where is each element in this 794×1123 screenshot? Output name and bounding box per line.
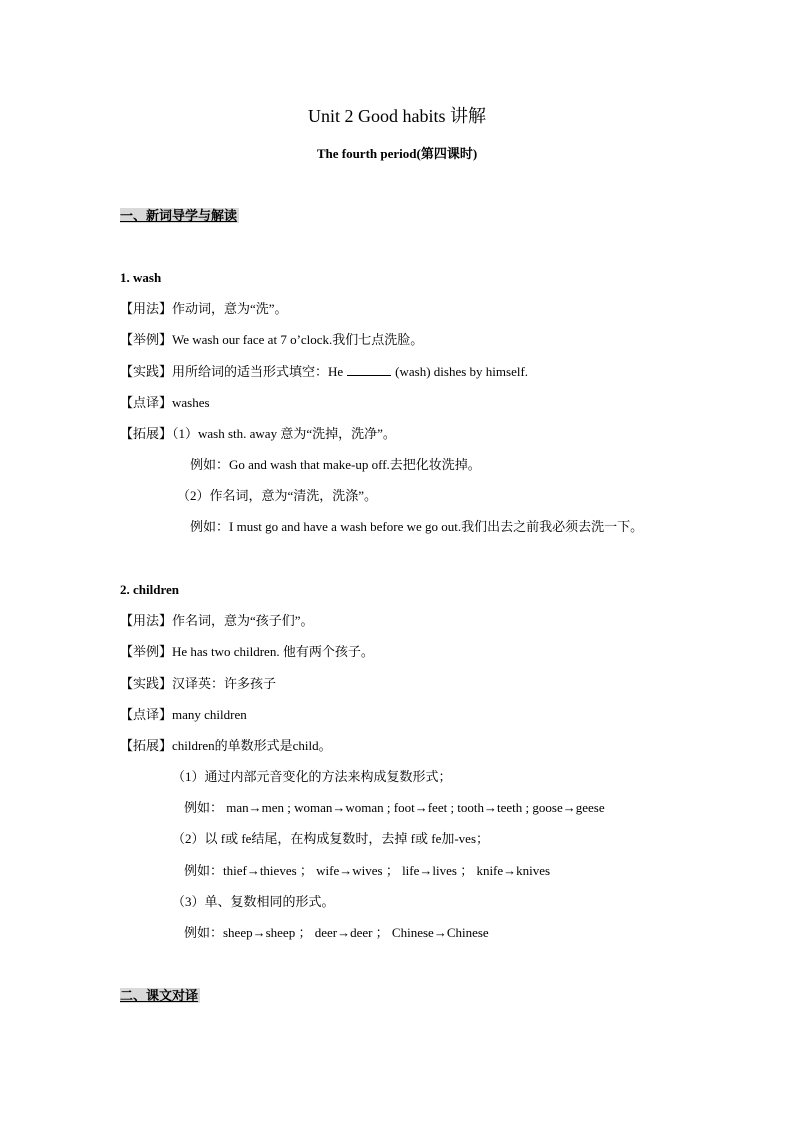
plural-rule-3: （3）单、复数相同的形式。 [172,894,335,909]
wash-extend-2: （2）作名词，意为“清洗，洗涤”。 [177,488,378,503]
entry-word-wash: 1. wash [120,270,162,285]
children-extend: 【拓展】children的单数形式是child。 [120,738,332,753]
children-usage: 【用法】作名词，意为“孩子们”。 [120,613,314,628]
document-subtitle: The fourth period(第四课时) [316,146,478,161]
wash-practice [120,363,528,381]
wash-practice-rest: (wash) dishes by himself. [395,364,529,379]
children-example: 【举例】He has two children. 他有两个孩子。 [120,644,374,659]
plural-rule-3-example: 例如：sheep→sheep ； deer→deer ； Chinese→Chinese [184,925,489,940]
children-practice: 【实践】汉译英：许多孩子 [120,676,277,691]
wash-extend-1-example: 例如：Go and wash that make-up off.去把化妆洗掉。 [190,457,481,472]
section-heading-vocabulary [120,207,239,225]
wash-usage: 【用法】作动词，意为“洗”。 [120,301,288,316]
plural-rule-2: （2）以 f或 fe结尾，在构成复数时，去掉 f或 fe加-ves； [172,831,490,846]
wash-example: 【举例】We wash our face at 7 o’clock.我们七点洗脸。 [120,332,424,347]
wash-extend-2-example: 例如：I must go and have a wash before we go out.我们出去之前我必须去洗一下。 [190,519,644,534]
section-heading-text: 二、课文对译 [120,988,199,1003]
wash-answer: 【点译】washes [120,395,210,410]
plural-rule-1-example: 例如： man→men ; woman→woman ; foot→feet ; tooth→teeth ; goose→geese [184,800,605,815]
document-title: Unit 2 Good habits 讲解 [308,106,486,126]
plural-rule-2-example: 例如：thief→thieves ； wife→wives ； life→lives ； knife→knives [184,863,551,878]
answer-blank [347,363,391,376]
section-heading-translation [120,987,200,1005]
wash-practice-prompt: 【实践】用所给词的适当形式填空：He [120,364,344,379]
wash-extend-1: 【拓展】（1）wash sth. away 意为“洗掉，洗净”。 [120,426,396,441]
plural-rule-1: （1）通过内部元音变化的方法来构成复数形式； [172,769,452,784]
children-answer: 【点译】many children [120,707,247,722]
section-heading-text: 一、新词导学与解读 [120,208,238,223]
entry-word-children: 2. children [120,582,179,597]
